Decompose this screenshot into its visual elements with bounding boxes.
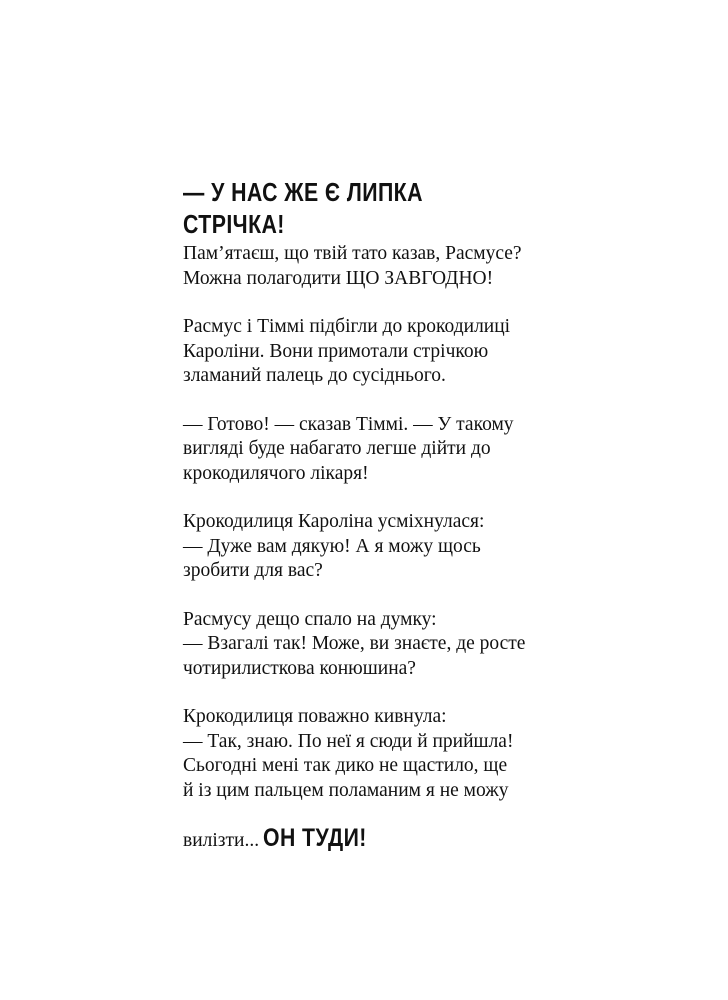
- text-line: Можна полагодити ЩО ЗАВГОДНО!: [183, 267, 494, 289]
- text-line: Расмусу дещо спало на думку:: [183, 608, 437, 630]
- text-line: зробити для вас?: [183, 560, 323, 581]
- text-line: й із цим пальцем поламаним я не можу: [183, 779, 509, 801]
- heading-line-2: СТРІЧКА!: [183, 209, 285, 239]
- text-line: вигляді буде набагато легше дійти до: [183, 438, 491, 459]
- text-line: крокодилячого лікаря!: [183, 462, 369, 484]
- paragraph-2: [183, 315, 603, 389]
- text-line: Крокодилиця поважно кивнула:: [183, 706, 447, 727]
- text-line: Расмус і Тіммі підбігли до крокодилиці: [183, 316, 511, 337]
- text-line: зламаний палець до сусіднього.: [183, 365, 446, 386]
- text-line: Пам’ятаєш, що твій тато казав, Расмусе?: [183, 243, 522, 264]
- text-line: чотирилисткова конюшина?: [183, 657, 416, 679]
- final-text: вилізти...: [183, 829, 260, 851]
- paragraph-1: [183, 242, 603, 291]
- text-line: Кароліни. Вони примотали стрічкою: [183, 340, 489, 362]
- text-line: — Дуже вам дякую! А я можу щось: [183, 535, 481, 557]
- text-line: Сьогодні мені так дико не щастило, ще: [183, 755, 508, 776]
- paragraph-3: [183, 413, 603, 487]
- paragraph-4: [183, 510, 603, 584]
- heading: [183, 176, 603, 240]
- final-line: [183, 823, 603, 856]
- text-line: Крокодилиця Кароліна усміхнулася:: [183, 511, 485, 532]
- heading-line-1: — У НАС ЖЕ Є ЛИПКА: [183, 177, 423, 207]
- text-line: — Готово! — сказав Тіммі. — У такому: [183, 413, 514, 435]
- paragraph-5: [183, 608, 603, 682]
- paragraph-6: [183, 705, 603, 856]
- text-line: — Так, знаю. По неї я сюди й прийшла!: [183, 730, 514, 752]
- page-content: [183, 176, 603, 875]
- final-emphasis: ОН ТУДИ!: [263, 823, 367, 852]
- text-line: — Взагалі так! Може, ви знаєте, де росте: [183, 633, 526, 654]
